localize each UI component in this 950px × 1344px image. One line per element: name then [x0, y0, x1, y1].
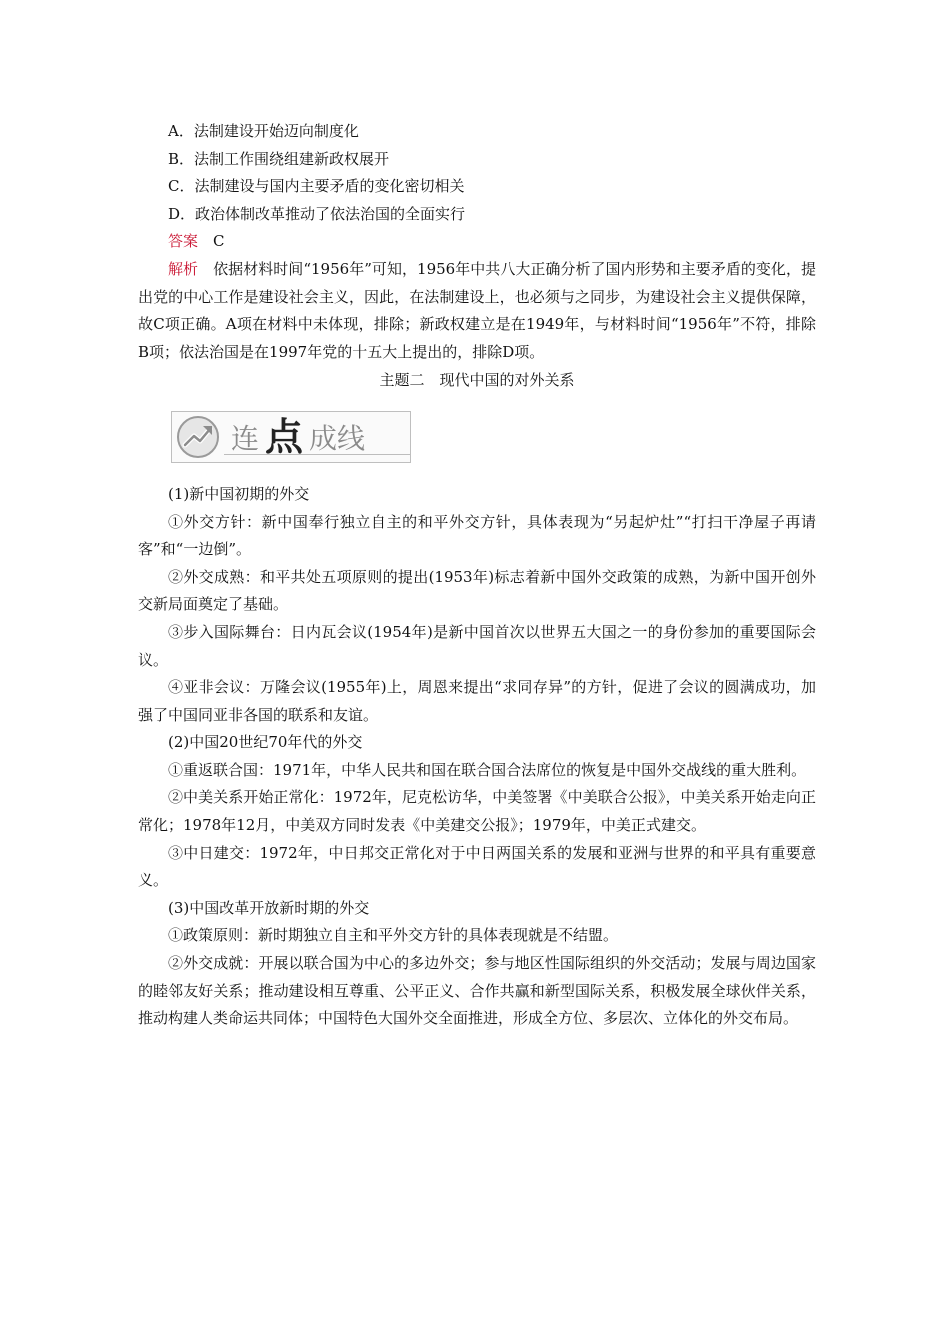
section-paragraph: ③中日建交：1972年，中日邦交正常化对于中日两国关系的发展和亚洲与世界的和平具有重要意义。 — [138, 843, 816, 890]
section-heading: (3)中国改革开放新时期的外交 — [168, 898, 370, 917]
section-2 — [138, 729, 816, 895]
option-d: D．政治体制改革推动了依法治国的全面实行 — [168, 204, 466, 223]
section-paragraph: ②中美关系开始正常化：1972年，尼克松访华，中美签署《中美联合公报》，中美关系开始走向正常化；1978年12月，中美双方同时发表《中美建交公报》；1979年，中美正式建交。 — [138, 788, 816, 835]
answer-line — [138, 228, 816, 256]
analysis-label: 解析 — [168, 259, 199, 278]
answer-label: 答案 — [168, 232, 199, 251]
section-paragraph: ③步入国际舞台：日内瓦会议(1954年)是新中国首次以世界五大国之一的身份参加的重要国际会议。 — [138, 622, 816, 669]
section-3 — [138, 895, 816, 1033]
section-heading: (2)中国20世纪70年代的外交 — [168, 733, 363, 752]
answer-value: C — [213, 232, 225, 251]
analysis-text: 依据材料时间“1956年”可知，1956年中共八大正确分析了国内形势和主要矛盾的变化，提出党的中心工作是建设社会主义，因此，在法制建设上，也必须与之同步，为建设社会主义提供保障，故C项正确。A项在材料中未体现，排除；新政权建立是在1949年，与材料时间“1956年”不符，排除B项；依法治国是在1997年党的十五大上提出的，排除D项。 — [138, 259, 816, 361]
section-paragraph: ②外交成就：开展以联合国为中心的多边外交；参与地区性国际组织的外交活动；发展与周边国家的睦邻友好关系；推动建设相互尊重、公平正义、合作共赢和新型国际关系，积极发展全球伙伴关系，推动构建人类命运共同体；中国特色大国外交全面推进，形成全方位、多层次、立体化的外交布局。 — [138, 954, 816, 1028]
section-title: 主题二 现代中国的对外关系 — [379, 371, 575, 390]
option-b: B．法制工作围绕组建新政权展开 — [168, 149, 390, 168]
banner-left-text: 连 — [231, 421, 260, 455]
option-c: C．法制建设与国内主要矛盾的变化密切相关 — [168, 177, 465, 196]
section-paragraph: ④亚非会议：万隆会议(1955年)上，周恩来提出“求同存异”的方针，促进了会议的圆满成功，加强了中国同亚非各国的联系和友谊。 — [138, 678, 816, 724]
option-a: A．法制建设开始迈向制度化 — [168, 122, 359, 140]
section-paragraph: ①外交方针：新中国奉行独立自主的和平外交方针，具体表现为“另起炉灶”“打扫干净屋子再请客”和“一边倒”。 — [138, 512, 816, 559]
document-page — [138, 118, 816, 1033]
section-paragraph: ①重返联合国：1971年，中华人民共和国在联合国合法席位的恢复是中国外交战线的重大胜利。 — [168, 760, 807, 779]
section-paragraph: ①政策原则：新时期独立自主和平外交方针的具体表现就是不结盟。 — [168, 926, 619, 945]
section-paragraph: ②外交成熟：和平共处五项原则的提出(1953年)标志着新中国外交政策的成熟，为新中国开创外交新局面奠定了基础。 — [138, 567, 816, 614]
banner-rule — [224, 454, 410, 455]
section-banner — [171, 411, 411, 463]
analysis-paragraph — [138, 256, 816, 366]
trend-arrow-icon — [175, 414, 221, 460]
banner-center-text: 点 — [265, 415, 304, 460]
section-heading: (1)新中国初期的外交 — [168, 484, 310, 503]
banner-right-text: 成线 — [309, 421, 366, 455]
section-1 — [138, 481, 816, 729]
